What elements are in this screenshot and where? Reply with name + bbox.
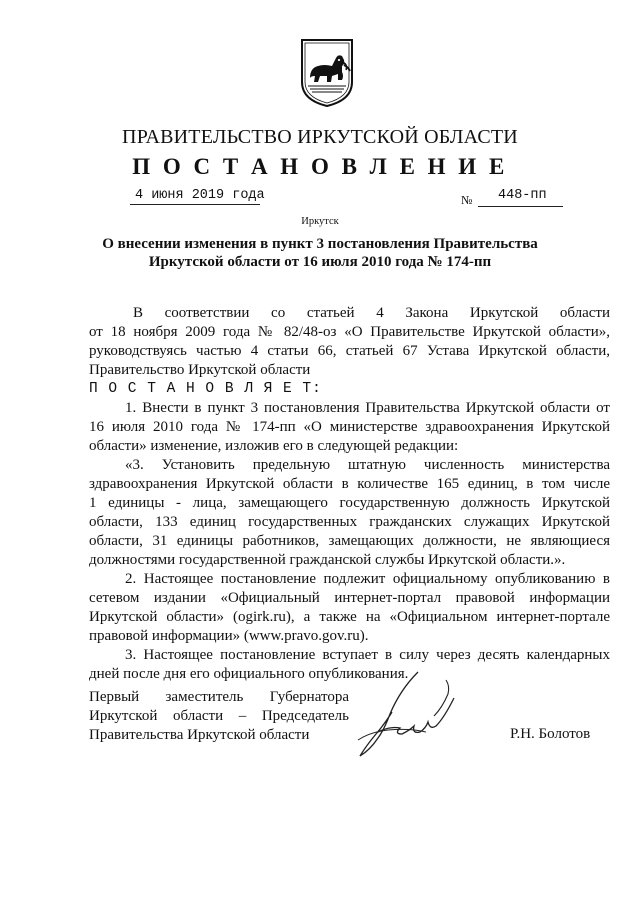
document-number: 448-пп <box>498 188 547 203</box>
item-3-line: дней после дня его официального опубликования. <box>89 666 409 682</box>
document-body <box>89 304 610 684</box>
position-line: Иркутской области – Председатель <box>89 708 349 724</box>
preamble-line: В соответствии со статьей 4 Закона Иркутской области <box>133 305 610 321</box>
position-line: Первый заместитель Губернатора <box>89 689 349 705</box>
item-2-line: сетевом издании «Официальный интернет-портал правовой информации <box>89 590 610 606</box>
number-underline <box>478 206 563 207</box>
item-2-line: 2. Настоящее постановление подлежит официальному опубликованию в <box>125 571 610 587</box>
title-line: Иркутской области от 16 июля 2010 года № 174-пп <box>148 254 492 270</box>
government-name: ПРАВИТЕЛЬСТВО ИРКУТСКОЙ ОБЛАСТИ <box>122 126 518 148</box>
document-type: П О С Т А Н О В Л Е Н И Е <box>132 154 508 179</box>
item-1-line: 1. Внести в пункт 3 постановления Правительства Иркутской области от <box>125 400 610 416</box>
signatory-position <box>89 688 349 745</box>
item-2-line: правовой информации» (www.pravo.gov.ru). <box>89 628 369 644</box>
signatory-name: Р.Н. Болотов <box>510 726 591 742</box>
item-1-quote-line: здравоохранения Иркутской области в количестве 165 единиц, в том числе <box>89 476 610 492</box>
preamble-line: Правительство Иркутской области <box>89 362 311 378</box>
handwritten-signature <box>330 668 470 768</box>
preamble-line: от 18 ноября 2009 года № 82/48-оз «О Правительстве Иркутской области», <box>89 324 610 340</box>
item-1-quote-line: «3. Установить предельную штатную численность министерства <box>125 457 610 473</box>
item-1-line: области» изменение, изложив его в следующей редакции: <box>89 438 459 454</box>
item-1-quote-line: области, 31 единицы работников, замещающих должности, не являющиеся <box>89 533 610 549</box>
city-name: Иркутск <box>301 216 339 227</box>
resolves-heading: П О С Т А Н О В Л Я Е Т: <box>89 381 322 397</box>
irkutsk-coat-of-arms-icon <box>298 38 356 108</box>
item-2-line: Иркутской области» (ogirk.ru), а также на «Официальном интернет-портале <box>89 609 610 625</box>
number-sign: № <box>461 193 473 207</box>
document-title <box>60 235 580 271</box>
date-underline <box>130 204 260 205</box>
position-line: Правительства Иркутской области <box>89 727 310 743</box>
item-1-quote-line: 1 единицы - лица, замещающего государственную должность Иркутской <box>89 495 610 511</box>
preamble-line: руководствуясь частью 4 статьи 66, статьей 67 Устава Иркутской области, <box>89 343 610 359</box>
document-date: 4 июня 2019 года <box>135 188 265 203</box>
title-line: О внесении изменения в пункт 3 постановления Правительства <box>102 236 538 252</box>
item-3-line: 3. Настоящее постановление вступает в силу через десять календарных <box>125 647 610 663</box>
item-1-line: 16 июля 2010 года № 174-пп «О министерстве здравоохранения Иркутской <box>89 419 610 435</box>
item-1-quote-line: должностями государственной гражданской службы Иркутской области.». <box>89 552 566 568</box>
item-1-quote-line: области, 133 единиц государственных гражданских служащих Иркутской <box>89 514 610 530</box>
